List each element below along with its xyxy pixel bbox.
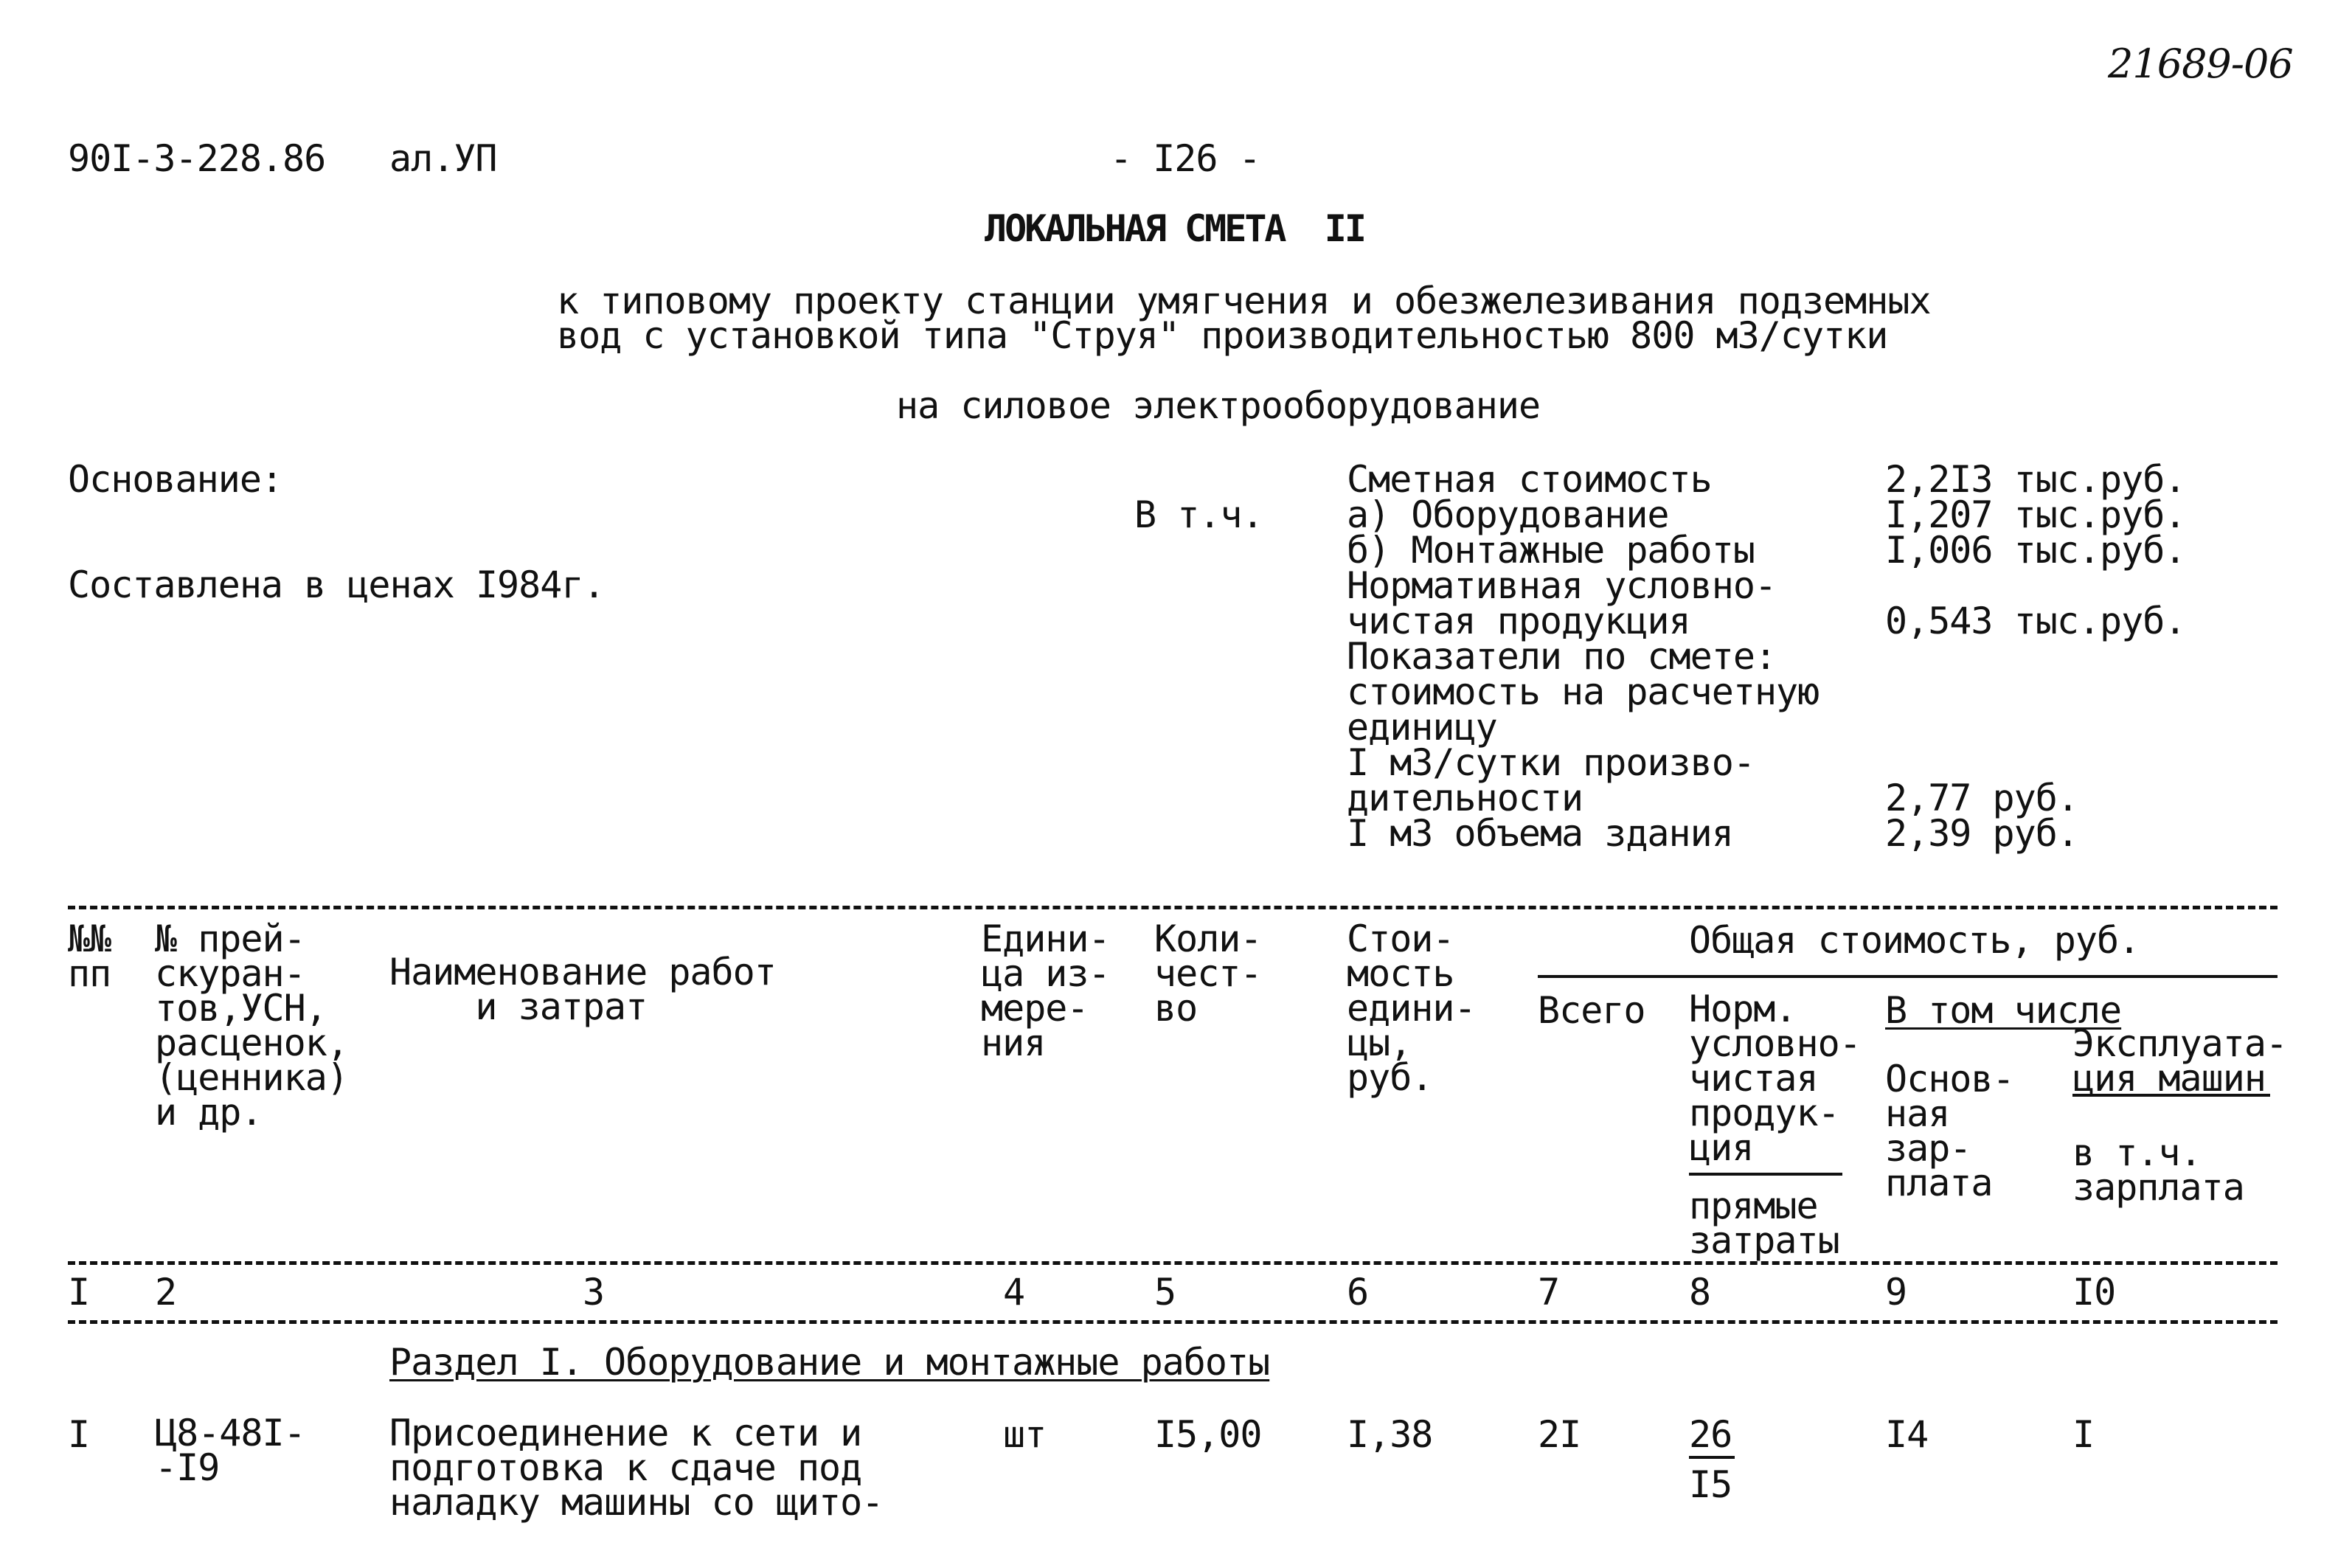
norm-direct-divider <box>1689 1173 1842 1176</box>
header-unit-cost: Стои- мость едини- цы, руб. <box>1347 917 1476 1099</box>
including-label: В т.ч. <box>1134 493 1263 536</box>
summary-row <box>1347 529 2217 572</box>
summary-value: 2,39 руб. <box>1885 812 2078 855</box>
handwritten-document-number: 21689-06 <box>2108 41 2293 87</box>
summary-row <box>1347 635 2217 678</box>
subtitle-line-3: на силовое электрооборудование <box>896 384 1541 427</box>
section-title: Раздел I. Оборудование и монтажные работы <box>389 1341 1270 1384</box>
summary-label: а) Оборудование <box>1347 493 1669 536</box>
fraction-bar <box>1689 1456 1735 1459</box>
row-unit: шт <box>1003 1413 1047 1456</box>
page-number: - I26 - <box>1110 137 1260 180</box>
column-numbers-rule <box>68 1320 2278 1324</box>
summary-row <box>1347 600 2217 642</box>
summary-label: дительности <box>1347 777 1583 819</box>
header-bottom-rule <box>68 1261 2278 1265</box>
column-number: 4 <box>1003 1271 1025 1314</box>
subtitle-line-2: вод с установкой типа "Струя" производительностью 800 м3/сутки <box>557 314 1888 357</box>
row-code: Ц8-48I- -I9 <box>155 1412 305 1489</box>
header-quantity: Коли- чест- во <box>1154 917 1262 1030</box>
column-number: 5 <box>1154 1271 1176 1314</box>
summary-row <box>1347 564 2217 607</box>
row-norm-net-product: 26 <box>1689 1413 1732 1456</box>
header-unit: Едини- ца из- мере- ния <box>981 917 1110 1064</box>
document-title: ЛОКАЛЬНАЯ СМЕТА II <box>985 207 1364 250</box>
row-total: 2I <box>1538 1413 1581 1456</box>
summary-row <box>1347 777 2217 819</box>
summary-value: 0,543 тыс.руб. <box>1885 600 2186 642</box>
summary-value: I,207 тыс.руб. <box>1885 493 2186 536</box>
machine-wage-divider <box>2072 1094 2270 1097</box>
group-header-rule <box>1538 975 2278 978</box>
header-price-list-code: № прей- скуран- тов,УСН, расценок, (ценника) и др. <box>155 917 348 1134</box>
summary-label: Сметная стоимость <box>1347 458 1712 501</box>
header-total: Всего <box>1538 989 1645 1032</box>
header-total-cost-group: Общая стоимость, руб. <box>1689 919 2140 962</box>
header-machine-wage: в т.ч. зарплата <box>2072 1131 2244 1209</box>
column-number: 7 <box>1538 1271 1560 1314</box>
summary-row <box>1347 493 2217 536</box>
header-number: №№ пп <box>68 917 111 995</box>
summary-row <box>1347 812 2217 855</box>
summary-row <box>1347 741 2217 784</box>
header-work-name: Наименование работ и затрат <box>389 951 776 1028</box>
row-number: I <box>68 1413 90 1456</box>
project-code: 90I-3-228.86 <box>68 137 326 180</box>
header-norm-net-product: Норм. условно- чистая продук- ция <box>1689 988 1861 1169</box>
row-base-wage: I4 <box>1885 1413 1929 1456</box>
cost-summary <box>1347 458 2217 855</box>
row-direct-costs: I5 <box>1689 1463 1732 1506</box>
row-machine-operation: I <box>2072 1413 2095 1456</box>
header-direct-costs: прямые затраты <box>1689 1184 1839 1262</box>
summary-label: I м3 объема здания <box>1347 812 1733 855</box>
album-label: ал.УП <box>389 137 497 180</box>
summary-label: стоимость на расчетную <box>1347 670 1819 713</box>
summary-label: Нормативная условно- <box>1347 564 1777 607</box>
header-base-wage: Основ- ная зар- плата <box>1885 1058 2014 1204</box>
table-top-rule <box>68 906 2278 909</box>
header-including: В том числе <box>1885 989 2122 1032</box>
column-number: I <box>68 1271 90 1314</box>
column-number: 6 <box>1347 1271 1369 1314</box>
basis-label: Основание: <box>68 458 283 501</box>
summary-row <box>1347 706 2217 749</box>
summary-label: чистая продукция <box>1347 600 1690 642</box>
summary-value: I,006 тыс.руб. <box>1885 529 2186 572</box>
header-machine-operation: Эксплуата- ция машин <box>2072 1022 2288 1100</box>
row-unit-cost: I,38 <box>1347 1413 1433 1456</box>
summary-row <box>1347 670 2217 713</box>
summary-label: Показатели по смете: <box>1347 635 1777 678</box>
subtitle-line-1: к типовому проекту станции умягчения и обезжелезивания подземных <box>557 280 1931 322</box>
summary-label: I м3/сутки произво- <box>1347 741 1755 784</box>
column-number: 3 <box>583 1271 605 1314</box>
summary-label: единицу <box>1347 706 1497 749</box>
summary-value: 2,77 руб. <box>1885 777 2078 819</box>
summary-value: 2,2I3 тыс.руб. <box>1885 458 2186 501</box>
column-number: 9 <box>1885 1271 1907 1314</box>
summary-label: б) Монтажные работы <box>1347 529 1755 572</box>
row-quantity: I5,00 <box>1154 1413 1262 1456</box>
column-number: 2 <box>155 1271 177 1314</box>
row-name: Присоединение к сети и подготовка к сдаче под наладку машины со щито- <box>389 1412 884 1524</box>
column-number: I0 <box>2072 1271 2116 1314</box>
prices-note: Составлена в ценах I984г. <box>68 563 605 606</box>
summary-row <box>1347 458 2217 501</box>
column-number: 8 <box>1689 1271 1711 1314</box>
